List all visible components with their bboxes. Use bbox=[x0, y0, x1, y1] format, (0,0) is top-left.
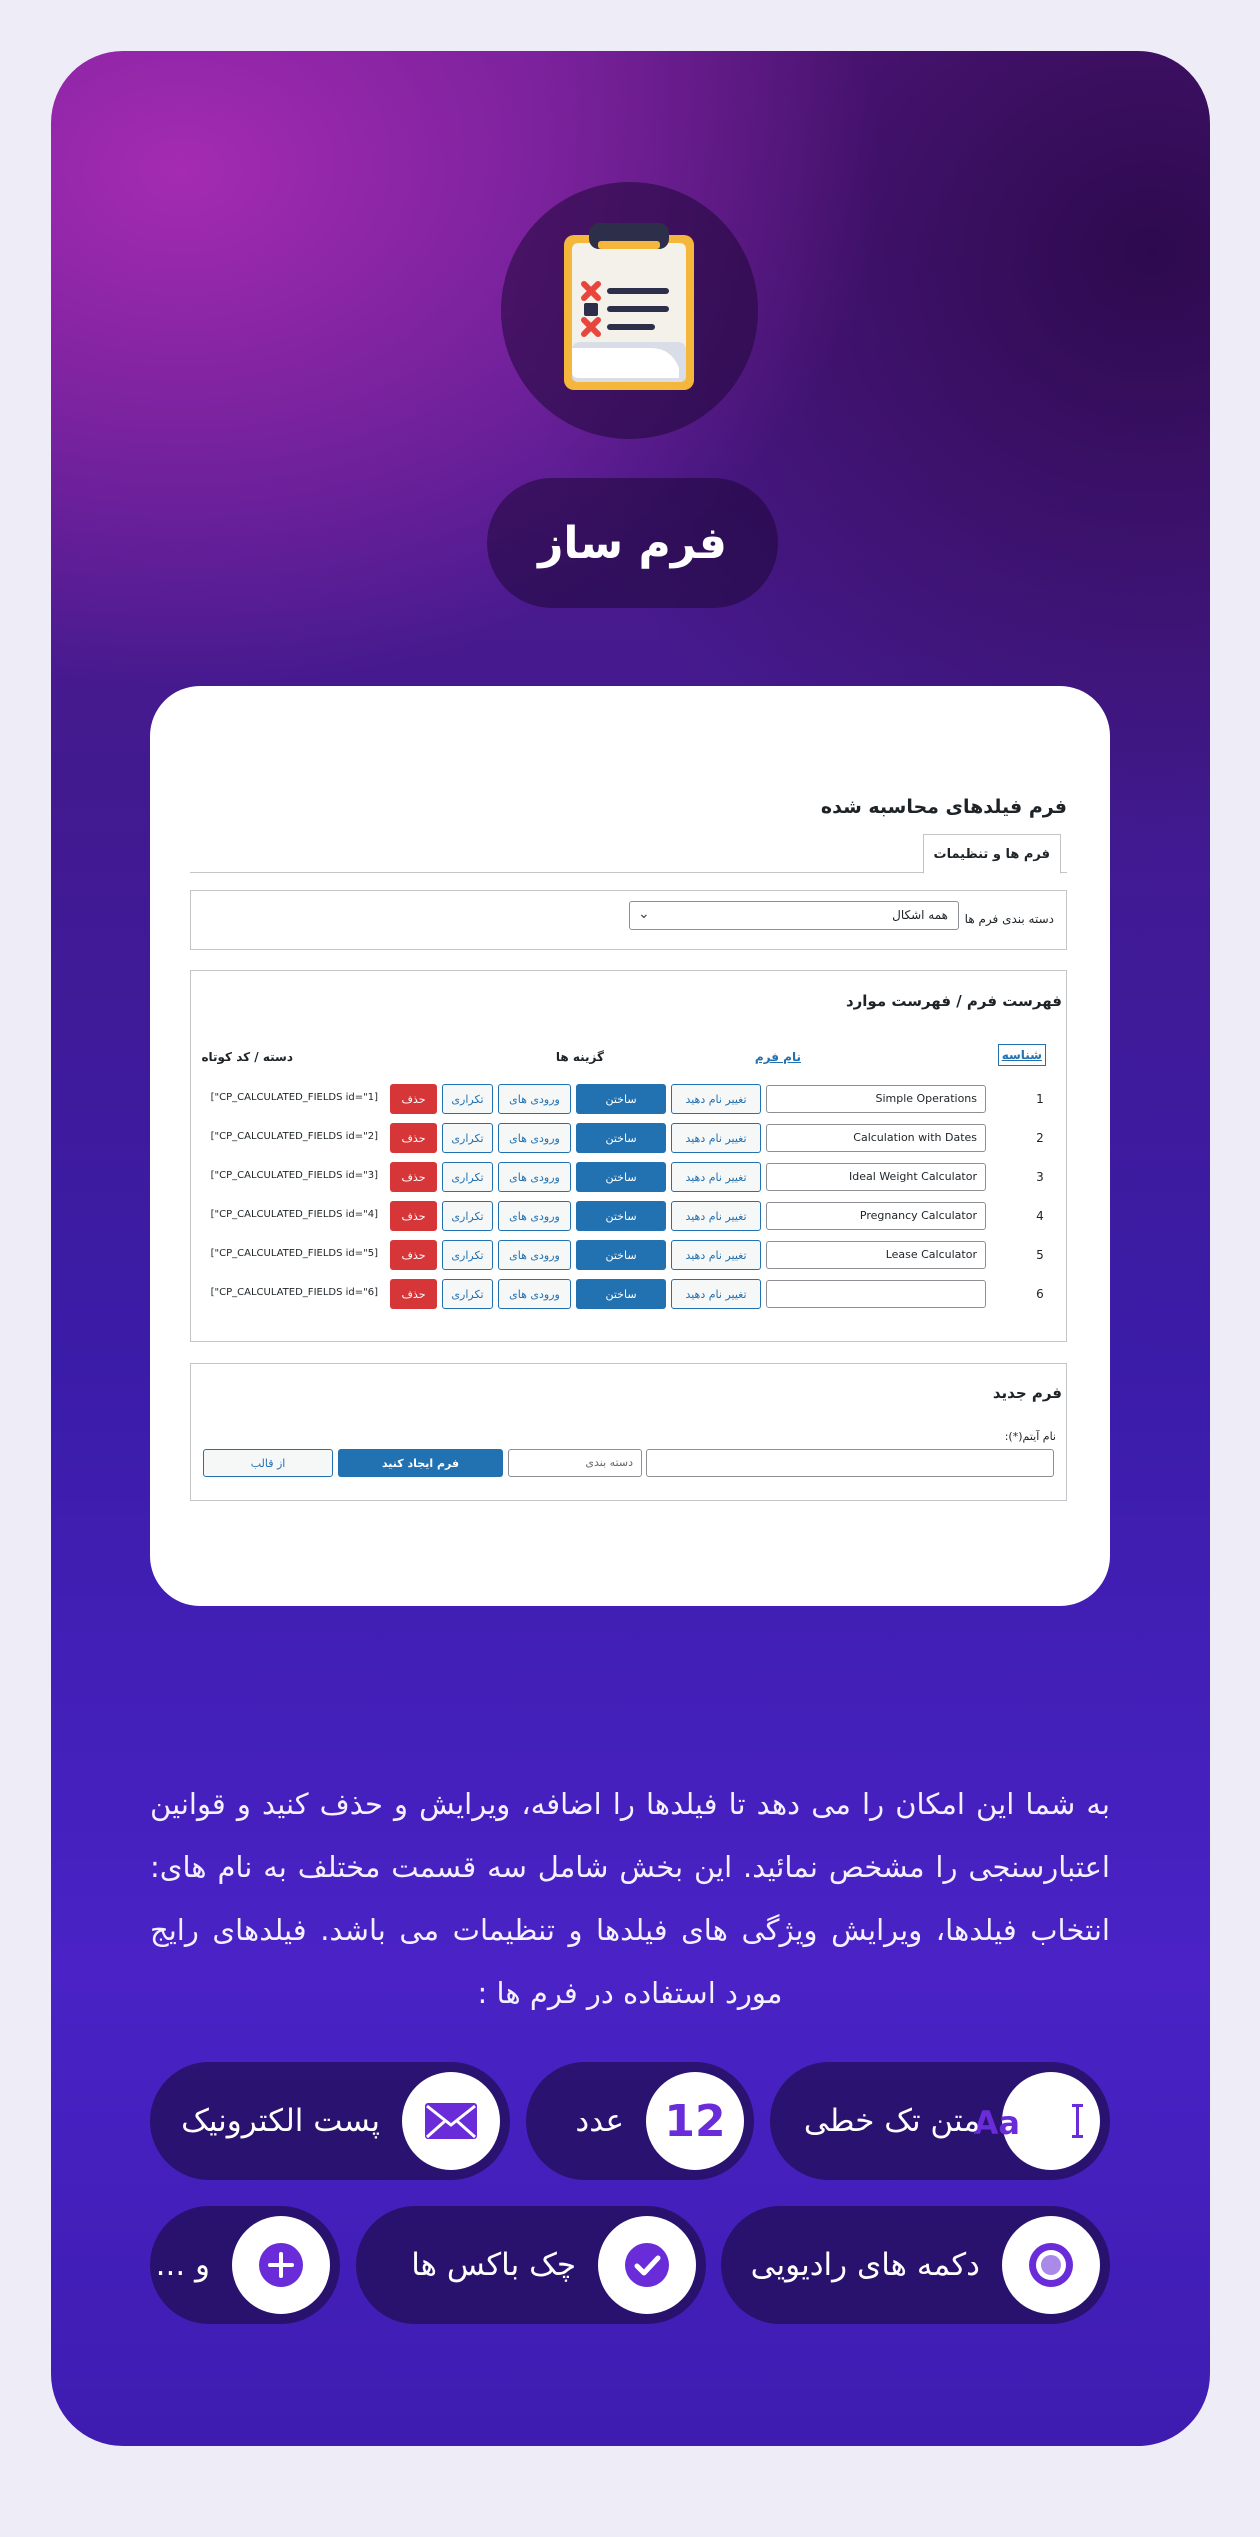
duplicate-button[interactable]: تکراری bbox=[442, 1279, 493, 1309]
entries-button[interactable]: ورودی های bbox=[498, 1201, 571, 1231]
radio-icon bbox=[1002, 2216, 1100, 2314]
table-row bbox=[191, 1201, 1066, 1231]
column-header-category: دسته / کد کوتاه bbox=[201, 1050, 293, 1064]
filter-label: دسته بندی فرم ها bbox=[964, 912, 1054, 926]
number-glyph: 12 bbox=[664, 2095, 726, 2147]
item-name-label: نام آیتم(*): bbox=[1004, 1430, 1056, 1443]
row-id: 5 bbox=[1036, 1248, 1044, 1262]
clipboard-icon bbox=[501, 182, 758, 439]
column-header-id[interactable]: شناسه bbox=[998, 1044, 1046, 1066]
item-name-input[interactable] bbox=[646, 1449, 1054, 1477]
shortcode: ["CP_CALCULATED_FIELDS id="5] bbox=[210, 1248, 378, 1259]
category-select-value: همه اشکال bbox=[892, 908, 948, 922]
app-screenshot bbox=[150, 686, 1110, 1606]
duplicate-button[interactable]: تکراری bbox=[442, 1201, 493, 1231]
tab-bar bbox=[190, 834, 1067, 873]
form-list-title: فهرست فرم / فهرست موارد bbox=[845, 992, 1062, 1010]
category-select[interactable] bbox=[629, 901, 959, 930]
form-name-input[interactable] bbox=[766, 1280, 986, 1308]
number-icon bbox=[646, 2072, 744, 2170]
filter-panel bbox=[190, 890, 1067, 950]
feature-label: متن تک خطی bbox=[803, 2103, 980, 2139]
delete-button[interactable]: حذف bbox=[390, 1162, 437, 1192]
row-id: 3 bbox=[1036, 1170, 1044, 1184]
entries-button[interactable]: ورودی های bbox=[498, 1123, 571, 1153]
table-row bbox=[191, 1240, 1066, 1270]
shortcode: ["CP_CALCULATED_FIELDS id="4] bbox=[210, 1209, 378, 1220]
table-row bbox=[191, 1162, 1066, 1192]
screenshot-title: فرم فیلدهای محاسبه شده bbox=[820, 796, 1067, 818]
page-title: فرم ساز bbox=[487, 478, 778, 608]
duplicate-button[interactable]: تکراری bbox=[442, 1123, 493, 1153]
build-button[interactable]: ساختن bbox=[576, 1084, 666, 1114]
form-name-input[interactable]: Ideal Weight Calculator bbox=[766, 1163, 986, 1191]
delete-button[interactable]: حذف bbox=[390, 1201, 437, 1231]
feature-label: پست الکترونیک bbox=[181, 2103, 380, 2139]
row-id: 4 bbox=[1036, 1209, 1044, 1223]
rename-button[interactable]: تغییر نام دهید bbox=[671, 1162, 761, 1192]
build-button[interactable]: ساختن bbox=[576, 1279, 666, 1309]
form-name-input[interactable]: Pregnancy Calculator bbox=[766, 1202, 986, 1230]
shortcode: ["CP_CALCULATED_FIELDS id="2] bbox=[210, 1131, 378, 1142]
from-template-button[interactable]: از قالب bbox=[203, 1449, 333, 1477]
form-list-panel bbox=[190, 970, 1067, 1342]
column-header-options: گزینه ها bbox=[555, 1050, 604, 1064]
feature-email bbox=[150, 2062, 510, 2180]
feature-number bbox=[526, 2062, 754, 2180]
form-name-input[interactable]: Calculation with Dates bbox=[766, 1124, 986, 1152]
row-id: 1 bbox=[1036, 1092, 1044, 1106]
delete-button[interactable]: حذف bbox=[390, 1279, 437, 1309]
delete-button[interactable]: حذف bbox=[390, 1240, 437, 1270]
plus-icon bbox=[232, 2216, 330, 2314]
chevron-down-icon: ⌄ bbox=[638, 906, 650, 922]
column-header-name[interactable]: نام فرم bbox=[754, 1050, 801, 1064]
duplicate-button[interactable]: تکراری bbox=[442, 1162, 493, 1192]
build-button[interactable]: ساختن bbox=[576, 1123, 666, 1153]
build-button[interactable]: ساختن bbox=[576, 1162, 666, 1192]
text-field-icon bbox=[973, 2072, 1100, 2170]
entries-button[interactable]: ورودی های bbox=[498, 1240, 571, 1270]
shortcode: ["CP_CALCULATED_FIELDS id="1] bbox=[210, 1092, 378, 1103]
table-row bbox=[191, 1123, 1066, 1153]
description: به شما این امکان را می دهد تا فیلدها را اضافه، ویرایش و حذف کنید و قوانین اعتبارسنجی را مشخص نمائید. این بخش شامل سه قسمت مختلف به نام های: انتخاب فیلدها، ویرایش ویژگی های فیلدها و تنظیمات می باشد. فیلدهای رایج مورد استفاده در فرم ها : bbox=[150, 1787, 1110, 2010]
category-input[interactable]: دسته بندی bbox=[508, 1449, 642, 1477]
new-form-panel bbox=[190, 1363, 1067, 1501]
delete-button[interactable]: حذف bbox=[390, 1123, 437, 1153]
shortcode: ["CP_CALCULATED_FIELDS id="3] bbox=[210, 1170, 378, 1181]
feature-label: عدد bbox=[575, 2103, 624, 2139]
new-form-title: فرم جدید bbox=[992, 1384, 1062, 1402]
duplicate-button[interactable]: تکراری bbox=[442, 1240, 493, 1270]
duplicate-button[interactable]: تکراری bbox=[442, 1084, 493, 1114]
envelope-icon bbox=[402, 2072, 500, 2170]
tab-forms-settings[interactable]: فرم ها و تنظیمات bbox=[923, 834, 1062, 874]
delete-button[interactable]: حذف bbox=[390, 1084, 437, 1114]
rename-button[interactable]: تغییر نام دهید bbox=[671, 1084, 761, 1114]
feature-radio-buttons bbox=[721, 2206, 1110, 2324]
shortcode: ["CP_CALCULATED_FIELDS id="6] bbox=[210, 1287, 378, 1298]
clipboard-icon-badge bbox=[501, 182, 758, 439]
feature-single-line-text bbox=[770, 2062, 1110, 2180]
feature-label: چک باکس ها bbox=[411, 2247, 576, 2283]
create-form-button[interactable]: فرم ایجاد کنید bbox=[338, 1449, 503, 1477]
row-id: 2 bbox=[1036, 1131, 1044, 1145]
entries-button[interactable]: ورودی های bbox=[498, 1162, 571, 1192]
rename-button[interactable]: تغییر نام دهید bbox=[671, 1240, 761, 1270]
feature-more bbox=[150, 2206, 340, 2324]
form-name-input[interactable]: Simple Operations bbox=[766, 1085, 986, 1113]
feature-checkboxes bbox=[356, 2206, 706, 2324]
checkbox-icon bbox=[598, 2216, 696, 2314]
feature-label: و ... bbox=[155, 2247, 210, 2283]
row-id: 6 bbox=[1036, 1287, 1044, 1301]
form-name-input[interactable]: Lease Calculator bbox=[766, 1241, 986, 1269]
rename-button[interactable]: تغییر نام دهید bbox=[671, 1201, 761, 1231]
rename-button[interactable]: تغییر نام دهید bbox=[671, 1279, 761, 1309]
build-button[interactable]: ساختن bbox=[576, 1201, 666, 1231]
build-button[interactable]: ساختن bbox=[576, 1240, 666, 1270]
svg-text:Aa: Aa bbox=[973, 2104, 1020, 2142]
table-row bbox=[191, 1084, 1066, 1114]
feature-label: دکمه های رادیویی bbox=[750, 2247, 980, 2283]
entries-button[interactable]: ورودی های bbox=[498, 1084, 571, 1114]
rename-button[interactable]: تغییر نام دهید bbox=[671, 1123, 761, 1153]
entries-button[interactable]: ورودی های bbox=[498, 1279, 571, 1309]
table-row bbox=[191, 1279, 1066, 1309]
feature-card bbox=[51, 51, 1210, 2446]
